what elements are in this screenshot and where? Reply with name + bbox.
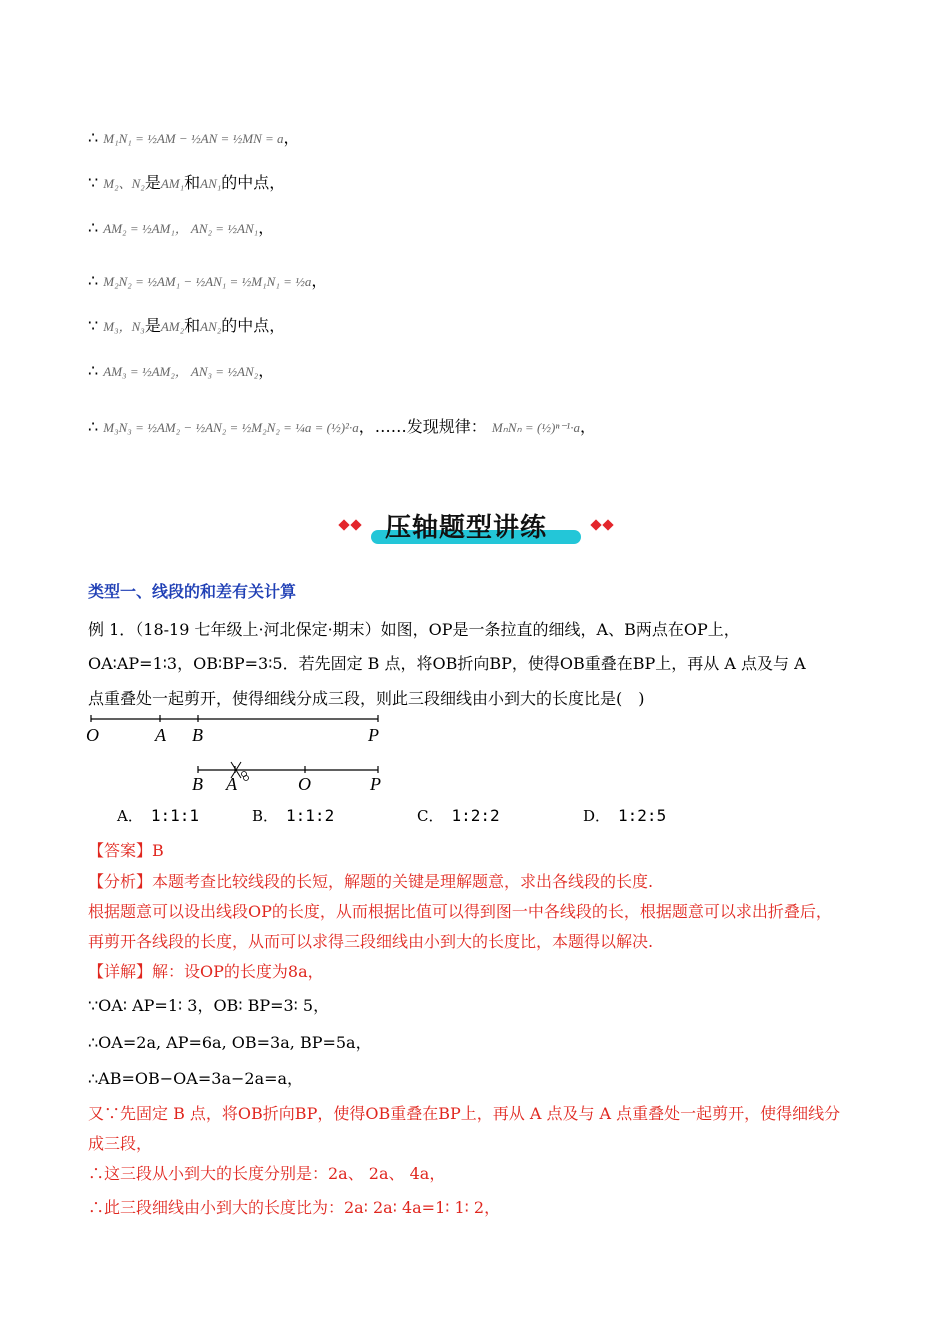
example-line-2: OA∶AP=1∶3，OB∶BP=3∶5．若先固定 B 点，将OB折向BP，使得OB重叠在BP上，再从 A 点及与 A xyxy=(88,654,806,673)
analysis-line-3: 再剪开各线段的长度，从而可以求得三段细线由小到大的长度比，本题得以解决. xyxy=(88,932,654,951)
formula: M₃，N₃ xyxy=(103,319,145,334)
formula: AN₂ xyxy=(200,319,222,334)
diamond-icon xyxy=(590,519,601,530)
derivation-line-7: ∴ M₃N₃ = ½AM₂ − ½AN₂ = ½M₂N₂ = ¼a = (½)²·a，……发现规律： MₙNₙ = (½)ⁿ⁻¹·a， xyxy=(88,417,596,436)
diamond-icon xyxy=(350,519,361,530)
because-symbol: ∵ xyxy=(88,316,99,335)
label-O: O xyxy=(298,774,311,794)
choice-c[interactable]: C． 1:2:2 xyxy=(417,806,500,825)
banner-title: 压轴题型讲练 xyxy=(385,513,548,543)
section-heading: 类型一、线段的和差有关计算 xyxy=(88,582,297,601)
formula: MₙNₙ = (½)ⁿ⁻¹·a xyxy=(491,420,580,435)
choice-a[interactable]: A． 1:1:1 xyxy=(117,806,200,825)
solution-line-2: ∵OA∶ AP=1∶ 3，OB∶ BP=3∶ 5， xyxy=(88,996,330,1015)
formula: AM₁ xyxy=(160,176,185,191)
formula: AM₃ = ½AM₂， AN₃ = ½AN₂ xyxy=(103,364,259,379)
formula: AM₂ xyxy=(160,319,185,334)
answer: 【答案】B xyxy=(88,841,164,860)
therefore-symbol: ∴ xyxy=(88,128,99,147)
analysis-line-2: 根据题意可以设出线段OP的长度，从而根据比值可以得到图一中各线段的长，根据题意可以求出折叠后， xyxy=(88,902,832,921)
label-B: B xyxy=(192,774,203,794)
original-segment xyxy=(86,715,379,745)
folded-segment xyxy=(192,762,381,794)
because-symbol: ∵ xyxy=(88,173,99,192)
formula: M₃N₃ = ½AM₂ − ½AN₂ = ½M₂N₂ = ¼a = (½)²·a xyxy=(103,420,359,435)
suffix: ， xyxy=(283,128,300,147)
solution-line-7: ∴这三段从小到大的长度分别是：2a、 2a、 4a， xyxy=(88,1164,446,1183)
diamond-icon xyxy=(602,519,613,530)
choice-d[interactable]: D． 1:2:5 xyxy=(583,806,667,825)
example-line-3: 点重叠处一起剪开，使得细线分成三段，则此三段细线由小到大的长度比是( ) xyxy=(88,689,645,708)
formula: M₂N₂ = ½AM₁ − ½AN₁ = ½M₁N₁ = ½a xyxy=(103,274,312,289)
label-O: O xyxy=(86,725,99,745)
label-A: A xyxy=(155,725,166,745)
formula: M₁N₁ = ½AM − ½AN = ½MN = a xyxy=(103,131,284,146)
label-P: P xyxy=(368,725,379,745)
choice-b[interactable]: B． 1:1:2 xyxy=(252,806,335,825)
derivation-line-6: ∴ AM₃ = ½AM₂， AN₃ = ½AN₂， xyxy=(88,361,275,380)
label-P: P xyxy=(370,774,381,794)
formula: AN₁ xyxy=(200,176,222,191)
example-line-1: 例 1．（18-19 七年级上·河北保定·期末）如图，OP是一条拉直的细线，A、B两点在OP上， xyxy=(88,620,740,639)
label-A: A xyxy=(226,774,237,794)
label-B: B xyxy=(192,725,203,745)
derivation-line-2: ∵ M₂、N₂是AM₁和AN₁的中点， xyxy=(88,173,286,192)
solution-line-5: 又∵先固定 B 点，将OB折向BP，使得OB重叠在BP上，再从 A 点及与 A 点重叠处一起剪开，使得细线分 xyxy=(88,1104,841,1123)
derivation-line-5: ∵ M₃，N₃是AM₂和AN₂的中点， xyxy=(88,316,286,335)
therefore-symbol: ∴ xyxy=(88,417,99,436)
derivation-line-3: ∴ AM₂ = ½AM₁， AN₂ = ½AN₁， xyxy=(88,218,275,237)
solution-line-1: 【详解】解：设OP的长度为8a， xyxy=(88,962,324,981)
solution-line-4: ∴AB=OB−OA=3a−2a=a， xyxy=(88,1069,304,1088)
segment-diagram xyxy=(85,712,395,797)
therefore-symbol: ∴ xyxy=(88,361,99,380)
therefore-symbol: ∴ xyxy=(88,271,99,290)
formula: AM₂ = ½AM₁， AN₂ = ½AN₁ xyxy=(103,221,259,236)
section-banner xyxy=(335,503,625,551)
derivation-line-4: ∴ M₂N₂ = ½AM₁ − ½AN₁ = ½M₁N₁ = ½a， xyxy=(88,271,328,290)
analysis-line-1: 【分析】本题考查比较线段的长短，解题的关键是理解题意，求出各线段的长度. xyxy=(88,872,654,891)
derivation-line-1 xyxy=(88,125,300,148)
solution-line-6: 成三段， xyxy=(88,1134,153,1153)
solution-line-8: ∴此三段细线由小到大的长度比为：2a∶ 2a∶ 4a=1∶ 1∶ 2， xyxy=(88,1198,501,1217)
formula: M₂、N₂ xyxy=(103,176,145,191)
solution-line-3: ∴OA=2a, AP=6a, OB=3a, BP=5a， xyxy=(88,1033,372,1052)
therefore-symbol: ∴ xyxy=(88,218,99,237)
diamond-icon xyxy=(338,519,349,530)
